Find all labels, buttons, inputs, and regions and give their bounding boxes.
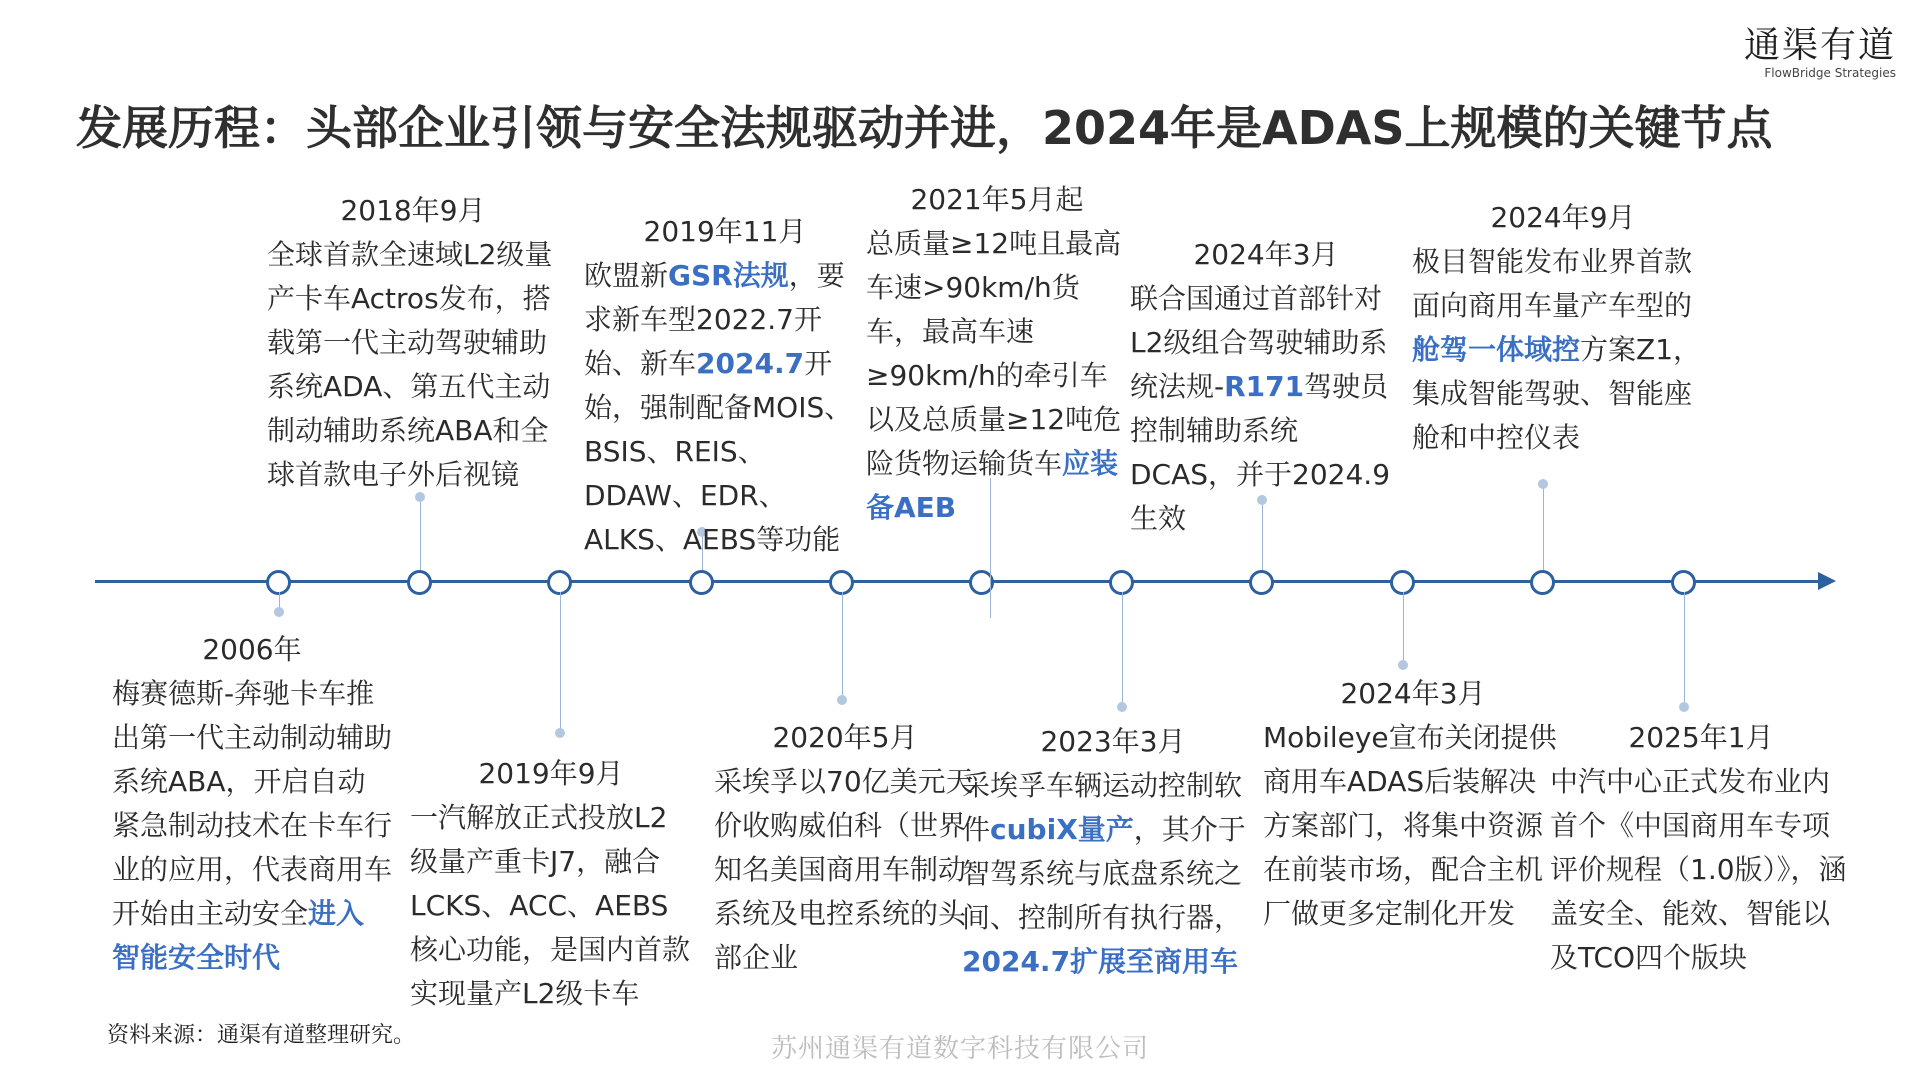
event-highlight: 应装备AEB xyxy=(866,447,1119,524)
connector-line xyxy=(842,592,843,699)
event-text xyxy=(1130,277,1402,541)
event-highlight: 进入智能安全时代 xyxy=(112,897,365,974)
timeline-event xyxy=(267,189,559,497)
brand-name-cn: 通渠有道 xyxy=(1743,25,1896,66)
event-text xyxy=(267,233,559,497)
connector-dot xyxy=(555,728,565,738)
event-highlight: 2024.7 xyxy=(696,347,805,380)
event-text-segment: 方案Z1，集成智能驾驶、智能座舱和中控仪表 xyxy=(1412,333,1702,454)
event-date: 2006年 xyxy=(202,633,302,666)
timeline-event xyxy=(1412,196,1714,460)
event-text-segment: 联合国通过首部针对L2级组合驾驶辅助系统法规- xyxy=(1130,282,1388,403)
event-date: 2020年5月 xyxy=(772,721,918,754)
connector-line xyxy=(1543,484,1544,570)
event-text-segment: ，要求新车型2022.7开始、新车 xyxy=(584,259,845,380)
footer-company: 苏州通渠有道数字科技有限公司 xyxy=(770,1034,1149,1064)
timeline-event xyxy=(112,628,392,980)
connector-dot xyxy=(837,695,847,705)
timeline-event xyxy=(584,210,866,562)
event-date: 2019年9月 xyxy=(478,757,624,790)
event-highlight: 舱驾一体域控 xyxy=(1412,333,1581,366)
brand-name-en: FlowBridge Strategies xyxy=(1764,66,1896,80)
event-text xyxy=(962,764,1264,984)
event-text-segment: 全球首款全速域L2级量产卡车Actros发布，搭载第一代主动驾驶辅助系统ADA、第五代主动制动辅助系统ABA和全球首款电子外后视镜 xyxy=(267,238,553,491)
event-text-segment: 中汽中心正式发布业内首个《中国商用车专项评价规程（1.0版）》，涵盖安全、能效、智能以及TCO四个版块 xyxy=(1550,765,1847,974)
timeline-arrow-icon xyxy=(1818,572,1836,590)
event-date: 2024年9月 xyxy=(1490,201,1636,234)
event-text-segment: 驾驶员控制辅助系统DCAS，并于2024.9生效 xyxy=(1130,370,1391,535)
timeline-event xyxy=(714,716,976,980)
connector-line xyxy=(420,497,421,570)
event-highlight: R171 xyxy=(1224,370,1305,403)
event-text xyxy=(1550,760,1852,980)
event-text-segment: Mobileye宣布关闭提供商用车ADAS后装解决方案部门，将集中资源在前装市场，配合主机厂做更多定制化开发 xyxy=(1263,721,1557,930)
event-text-segment: 欧盟新 xyxy=(584,259,669,292)
timeline-event xyxy=(410,752,692,1016)
event-date: 2021年5月起 xyxy=(910,183,1084,216)
event-text xyxy=(112,672,392,980)
event-text xyxy=(866,222,1128,530)
event-text-segment: 一汽解放正式投放L2级量产重卡J7，融合LCKS、ACC、AEBS核心功能，是国内首款实现量产L2级卡车 xyxy=(410,801,691,1010)
event-text-segment: 采埃孚车辆运动控制软件 xyxy=(962,769,1243,846)
event-date: 2025年1月 xyxy=(1628,721,1774,754)
event-text-segment: 总质量≥12吨且最高车速>90km/h货车，最高车速≥90km/h的牵引车以及总质量≥12吨危险货物运输货车 xyxy=(866,227,1122,480)
timeline-event xyxy=(866,178,1128,530)
event-text-segment: 梅赛德斯-奔驰卡车推出第一代主动制动辅助系统ABA，开启自动紧急制动技术在卡车行业的应用，代表商用车开始由主动安全 xyxy=(112,677,393,930)
event-date: 2018年9月 xyxy=(340,194,486,227)
connector-dot xyxy=(1679,702,1689,712)
timeline-node-10 xyxy=(1530,570,1555,595)
connector-line xyxy=(560,592,561,732)
event-text xyxy=(1263,716,1563,936)
timeline-axis xyxy=(95,580,1821,583)
timeline-node-4 xyxy=(689,570,714,595)
connector-dot xyxy=(1398,660,1408,670)
connector-line xyxy=(1122,592,1123,702)
event-date: 2023年3月 xyxy=(1040,725,1186,758)
timeline-node-8 xyxy=(1249,570,1274,595)
event-highlight: 2024.7扩展至商用车 xyxy=(962,945,1239,978)
timeline-node-2 xyxy=(407,570,432,595)
connector-dot xyxy=(274,607,284,617)
brand-logo xyxy=(1744,26,1896,80)
timeline-event xyxy=(1130,233,1402,541)
event-text-segment: 开始，强制配备MOIS、BSIS、REIS、DDAW、EDR、ALKS、AEBS等功能 xyxy=(584,347,853,556)
event-text-segment: 极目智能发布业界首款面向商用车量产车型的 xyxy=(1412,245,1693,322)
page-title: 发展历程：头部企业引领与安全法规驱动并进，2024年是ADAS上规模的关键节点 xyxy=(76,101,1773,155)
event-text xyxy=(410,796,692,1016)
timeline-event xyxy=(1263,672,1563,936)
connector-dot xyxy=(1538,479,1548,489)
event-highlight: GSR法规 xyxy=(668,259,789,292)
timeline-event xyxy=(1550,716,1852,980)
connector-line xyxy=(1684,592,1685,702)
event-date: 2019年11月 xyxy=(643,215,807,248)
event-highlight: cubiX量产 xyxy=(990,813,1134,846)
event-text xyxy=(1412,240,1714,460)
source-note: 资料来源：通渠有道整理研究。 xyxy=(107,1023,416,1048)
connector-line xyxy=(1403,592,1404,663)
event-text xyxy=(714,760,976,980)
connector-dot xyxy=(1117,702,1127,712)
event-date: 2024年3月 xyxy=(1340,677,1486,710)
event-date: 2024年3月 xyxy=(1193,238,1339,271)
timeline-event xyxy=(962,720,1264,984)
event-text xyxy=(584,254,866,562)
event-text-segment: ，其介于智驾系统与底盘系统之间、控制所有执行器， xyxy=(962,813,1246,934)
event-text-segment: 采埃孚以70亿美元天价收购威伯科（世界知名美国商用车制动系统及电控系统的头部企业 xyxy=(714,765,974,974)
